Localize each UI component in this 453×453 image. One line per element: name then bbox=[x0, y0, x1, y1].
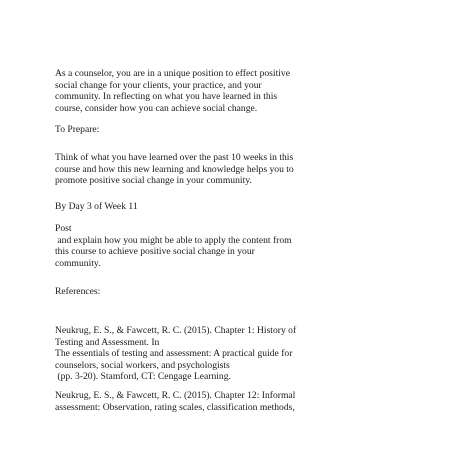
text-line: (pp. 3-20). Stamford, CT: Cengage Learning. bbox=[55, 371, 231, 382]
text-line: and explain how you might be able to apply the content from bbox=[55, 234, 292, 246]
text-line: Testing and Assessment. In bbox=[55, 336, 160, 348]
text-line: course, consider how you can achieve social change. bbox=[55, 102, 258, 114]
text-line: As a counselor, you are in a unique position to effect positive bbox=[55, 68, 290, 79]
reference-entry bbox=[55, 390, 415, 413]
post-heading: Post bbox=[55, 223, 72, 234]
heading-text: To Prepare: bbox=[55, 124, 100, 135]
intro-paragraph bbox=[55, 68, 415, 114]
to-prepare-heading bbox=[55, 124, 415, 136]
text-line: course and how this new learning and knowledge helps you to bbox=[55, 163, 294, 175]
text-line: counselors, social workers, and psychologists bbox=[55, 359, 230, 371]
text-line: community. bbox=[55, 257, 101, 269]
text-line: this course to achieve positive social change in your bbox=[55, 246, 255, 257]
reference-entry bbox=[55, 325, 415, 383]
text-line: Neukrug, E. S., & Fawcett, R. C. (2015). Chapter 12: Informal bbox=[55, 390, 296, 401]
text-line: Think of what you have learned over the past 10 weeks in this bbox=[55, 152, 294, 163]
text-line: social change for your clients, your practice, and your bbox=[55, 79, 262, 91]
deadline-text bbox=[55, 201, 415, 213]
post-paragraph bbox=[55, 223, 415, 269]
text-line: community. In reflecting on what you have learned in this bbox=[55, 91, 278, 102]
references-heading bbox=[55, 286, 415, 298]
deadline-line: By Day 3 of Week 11 bbox=[55, 201, 138, 212]
text-line: The essentials of testing and assessment: A practical guide for bbox=[55, 348, 293, 359]
prepare-paragraph bbox=[55, 152, 415, 187]
text-line: promote positive social change in your community. bbox=[55, 175, 252, 186]
text-line: Neukrug, E. S., & Fawcett, R. C. (2015). Chapter 1: History of bbox=[55, 325, 297, 336]
heading-text: References: bbox=[55, 286, 101, 297]
text-line: assessment: Observation, rating scales, classification methods, bbox=[55, 401, 295, 413]
